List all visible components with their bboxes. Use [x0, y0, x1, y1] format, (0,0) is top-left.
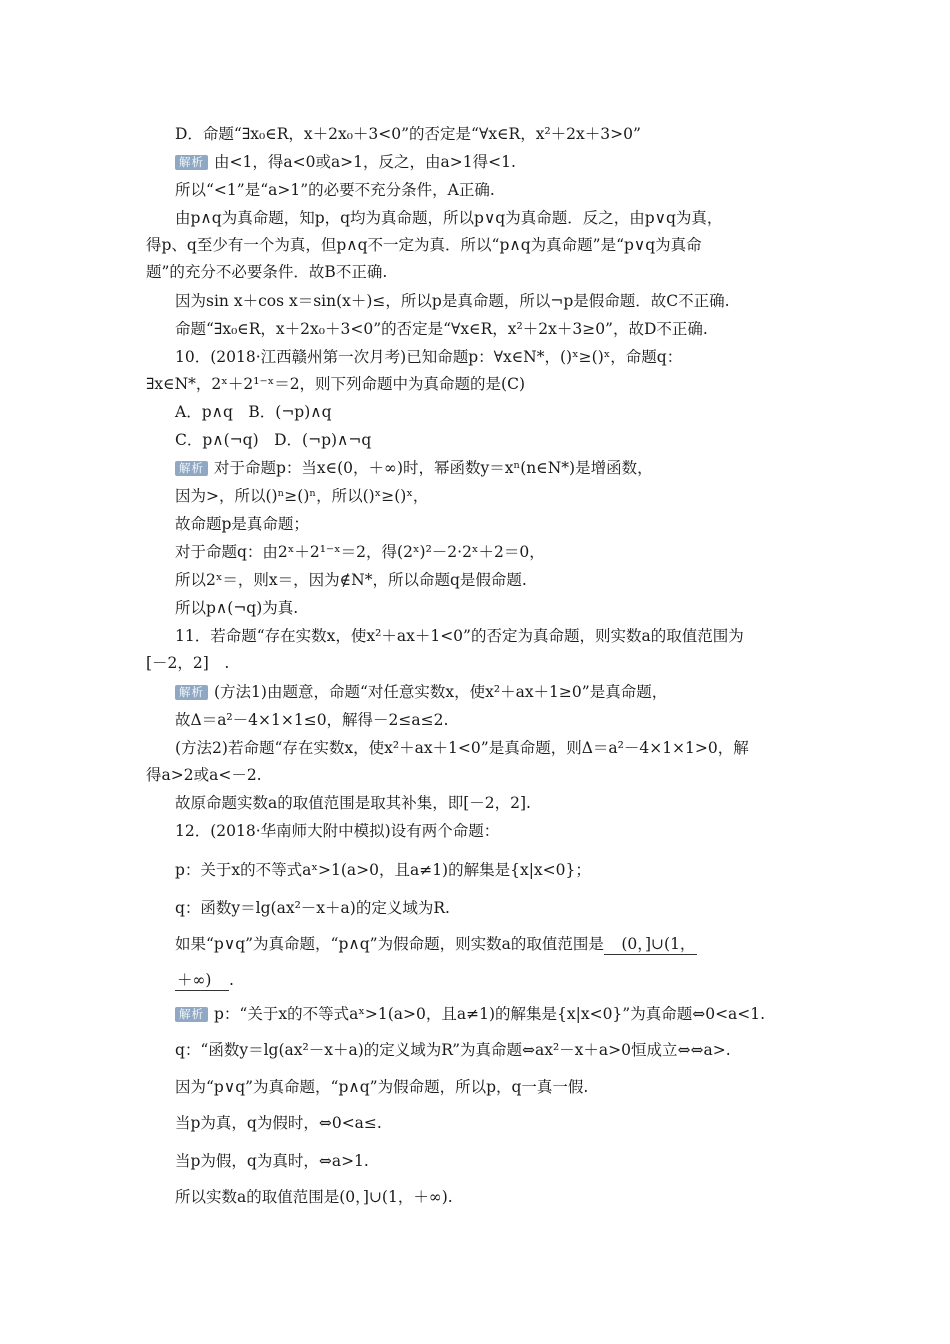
line-text: p：关于x的不等式aˣ>1(a>0，且a≠1)的解集是{x|x<0}；	[175, 861, 591, 879]
line-text: (方法1)由题意，命题“对任意实数x，使x²＋ax＋1≥0”是真命题，	[214, 683, 668, 701]
line-text: 所以实数a的取值范围是(0，]∪(1，＋∞).	[175, 1188, 453, 1206]
text-line	[146, 653, 229, 673]
text-line	[175, 1040, 731, 1060]
text-line	[175, 1113, 382, 1133]
line-text: 对于命题q：由2ˣ＋2¹⁻ˣ＝2，得(2ˣ)²－2·2ˣ＋2＝0，	[175, 543, 545, 561]
text-line	[175, 793, 531, 813]
text-line	[175, 124, 641, 144]
text-line	[175, 152, 516, 172]
answer-blank: (0，]∪(1，	[605, 935, 696, 953]
text-line	[175, 710, 448, 730]
line-text: 因为“p∨q”为真命题，“p∧q”为假命题，所以p，q一真一假.	[175, 1078, 589, 1096]
analysis-badge: 解析	[175, 461, 208, 476]
line-text: 命题“∃x₀∈R，x＋2x₀＋3<0”的否定是“∀x∈R，x²＋2x＋3≥0”，故D不正确.	[175, 320, 708, 338]
answer-blank: ＋∞)	[177, 971, 227, 989]
line-text: D．命题“∃x₀∈R，x＋2x₀＋3<0”的否定是“∀x∈R，x²＋2x＋3>0”	[175, 125, 641, 143]
line-text: 故命题p是真命题；	[175, 515, 309, 533]
line-text: 因为sin x＋cos x＝sin(x＋)≤，所以p是真命题，所以¬p是假命题．故C不正确.	[175, 292, 730, 310]
text-line	[175, 486, 428, 506]
line-text: 如果“p∨q”为真命题，“p∧q”为假命题，则实数a的取值范围是	[175, 935, 604, 953]
text-line	[175, 291, 730, 311]
line-text: 当p为真，q为假时，⇔0<a≤.	[175, 1114, 382, 1132]
line-text: 对于命题p：当x∈(0，＋∞)时，幂函数y＝xⁿ(n∈N*)是增函数，	[214, 459, 653, 477]
text-line	[175, 458, 653, 478]
line-text: C．p∧(¬q) D．(¬p)∧¬q	[175, 431, 372, 449]
text-line	[146, 765, 262, 785]
text-line	[175, 970, 234, 991]
text-line	[175, 738, 749, 758]
line-text: A．p∧q B．(¬p)∧q	[175, 403, 332, 421]
text-line	[175, 898, 450, 918]
text-line	[175, 347, 682, 367]
text-line	[175, 430, 371, 450]
text-line	[175, 542, 545, 562]
text-line	[175, 934, 697, 955]
line-text: 当p为假，q为真时，⇔a>1.	[175, 1152, 369, 1170]
line-text: 得a>2或a<－2.	[146, 766, 262, 784]
text-line	[175, 1004, 765, 1024]
text-line	[175, 626, 744, 646]
text-line	[175, 514, 309, 534]
analysis-badge: 解析	[175, 155, 208, 170]
text-line	[175, 180, 495, 200]
text-line	[175, 319, 708, 339]
text-line	[175, 1187, 453, 1207]
line-text: [－2，2] .	[146, 654, 230, 672]
line-text: 10．(2018·江西赣州第一次月考)已知命题p：∀x∈N*，()ˣ≥()ˣ，命题q：	[175, 348, 683, 366]
line-text: q：“函数y＝lg(ax²－x＋a)的定义域为R”为真命题⇔ax²－x＋a>0恒成立⇔⇔a>.	[175, 1041, 731, 1059]
line-text: 得p、q至少有一个为真，但p∧q不一定为真．所以“p∧q为真命题”是“p∨q为真命	[146, 236, 702, 254]
text-line	[175, 682, 667, 702]
line-text: 由p∧q为真命题，知p，q均为真命题，所以p∨q为真命题．反之，由p∨q为真，	[175, 209, 723, 227]
line-text: (方法2)若命题“存在实数x，使x²＋ax＋1<0”是真命题，则Δ＝a²－4×1×1>0，解	[175, 739, 749, 757]
line-text: 由<1，得a<0或a>1，反之，由a>1得<1.	[214, 153, 516, 171]
line-text: p：“关于x的不等式aˣ>1(a>0，且a≠1)的解集是{x|x<0}”为真命题⇔0<a<1.	[214, 1005, 766, 1023]
text-line	[175, 598, 298, 618]
line-text: 12．(2018·华南师大附中模拟)设有两个命题：	[175, 822, 500, 840]
line-tail: .	[228, 971, 234, 989]
line-text: 所以“<1”是“a>1”的必要不充分条件，A正确.	[175, 181, 495, 199]
line-text: 因为>，所以()ⁿ≥()ⁿ，所以()ˣ≥()ˣ，	[175, 487, 429, 505]
text-line	[175, 402, 332, 422]
text-line	[175, 1151, 369, 1171]
text-line	[175, 821, 499, 841]
text-line	[146, 374, 525, 394]
line-text: 11．若命题“存在实数x，使x²＋ax＋1<0”的否定为真命题，则实数a的取值范围为	[175, 627, 744, 645]
text-line	[175, 1077, 588, 1097]
line-text: 题”的充分不必要条件．故B不正确.	[146, 263, 388, 281]
text-line	[175, 208, 722, 228]
line-text: ∃x∈N*，2ˣ＋2¹⁻ˣ＝2，则下列命题中为真命题的是(C)	[146, 375, 526, 393]
analysis-badge: 解析	[175, 685, 208, 700]
text-line	[146, 262, 387, 282]
analysis-badge: 解析	[175, 1007, 208, 1022]
text-line	[175, 860, 591, 880]
line-text: 故Δ＝a²－4×1×1≤0，解得－2≤a≤2.	[175, 711, 449, 729]
line-text: q：函数y＝lg(ax²－x＋a)的定义域为R.	[175, 899, 450, 917]
line-text: 所以2ˣ＝，则x＝，因为∉N*，所以命题q是假命题.	[175, 571, 527, 589]
line-text: 故原命题实数a的取值范围是取其补集，即[－2，2].	[175, 794, 531, 812]
text-line	[146, 235, 702, 255]
line-text: 所以p∧(¬q)为真.	[175, 599, 299, 617]
text-line	[175, 570, 527, 590]
